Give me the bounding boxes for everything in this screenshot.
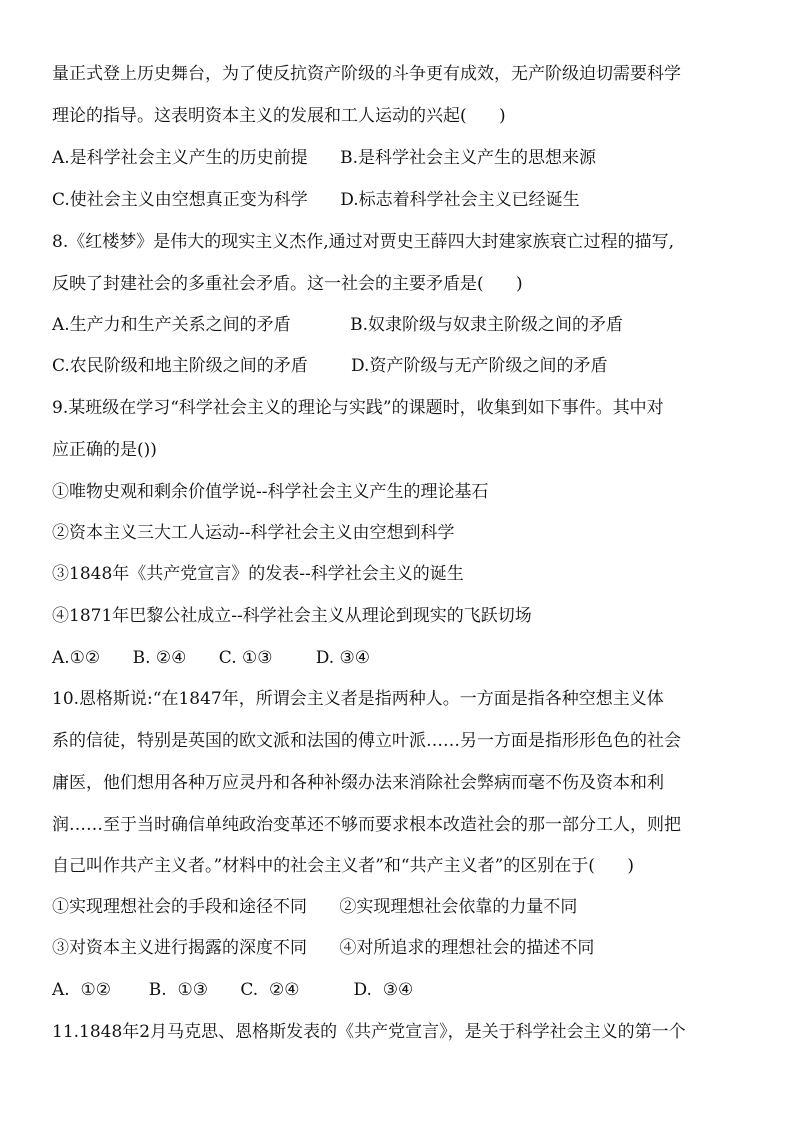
question-11: 11.1848年2月马克思、恩格斯发表的《共产党宣言》，是关于科学社会主义的第一个 — [52, 1022, 686, 1042]
text-line: 自己叫作共产主义者。”材料中的社会主义者”和“共产主义者”的区别在于( ) — [52, 856, 634, 876]
statement-line: ①唯物史观和剩余价值学说--科学社会主义产生的理论基石 — [52, 482, 489, 502]
text-line: 润……至于当时确信单纯政治变革还不够而要求根本改造社会的那一部分工人，则把 — [52, 815, 681, 835]
option-line: A.①② B. ②④ C. ①③ D. ③④ — [52, 648, 371, 668]
option-line: C.使社会主义由空想真正变为科学 D.标志着科学社会主义已经诞生 — [52, 190, 580, 210]
option-line: A.是科学社会主义产生的历史前提 B.是科学社会主义产生的思想来源 — [52, 148, 596, 168]
question-10: 10.恩格斯说:“在1847年，所谓会主义者是指两种人。一方面是指各种空想主义体 — [52, 689, 664, 709]
option-line: A.生产力和生产关系之间的矛盾 B.奴隶阶级与奴隶主阶级之间的矛盾 — [52, 315, 624, 335]
text-line: 庸医，他们想用各种万应灵丹和各种补缀办法来消除社会弊病而毫不伤及资本和利 — [52, 773, 664, 793]
text-line: 量正式登上历史舞台，为了使反抗资产阶级的斗争更有成效，无产阶级迫切需要科学 — [52, 64, 681, 84]
statement-line: ④1871年巴黎公社成立--科学社会主义从理论到现实的飞跃切场 — [52, 606, 532, 626]
statement-line: ①实现理想社会的手段和途径不同 ②实现理想社会依靠的力量不同 — [52, 897, 578, 917]
question-9: 9.某班级在学习“科学社会主义的理论与实践”的课题时，收集到如下事件。其中对 — [52, 398, 664, 418]
statement-line: ②资本主义三大工人运动--科学社会主义由空想到科学 — [52, 523, 455, 543]
text-line: 理论的指导。这表明资本主义的发展和工人运动的兴起( ) — [52, 106, 506, 126]
option-line: C.农民阶级和地主阶级之间的矛盾 D.资产阶级与无产阶级之间的矛盾 — [52, 356, 608, 376]
text-line: 应正确的是()) — [52, 440, 157, 460]
option-line: A. ①② B. ①③ C. ②④ D. ③④ — [52, 980, 414, 1000]
statement-line: ③1848年《共产党宣言》的发表--科学社会主义的诞生 — [52, 564, 464, 584]
text-line: 反映了封建社会的多重社会矛盾。这一社会的主要矛盾是( ) — [52, 274, 523, 294]
statement-line: ③对资本主义进行揭露的深度不同 ④对所追求的理想社会的描述不同 — [52, 938, 595, 958]
question-8: 8.《红楼梦》是伟大的现实主义杰作,通过对贾史王薛四大封建家族衰亡过程的描写, — [52, 232, 675, 252]
text-line: 系的信徒，特别是英国的欧文派和法国的傅立叶派……另一方面是指形形色色的社会 — [52, 731, 681, 751]
